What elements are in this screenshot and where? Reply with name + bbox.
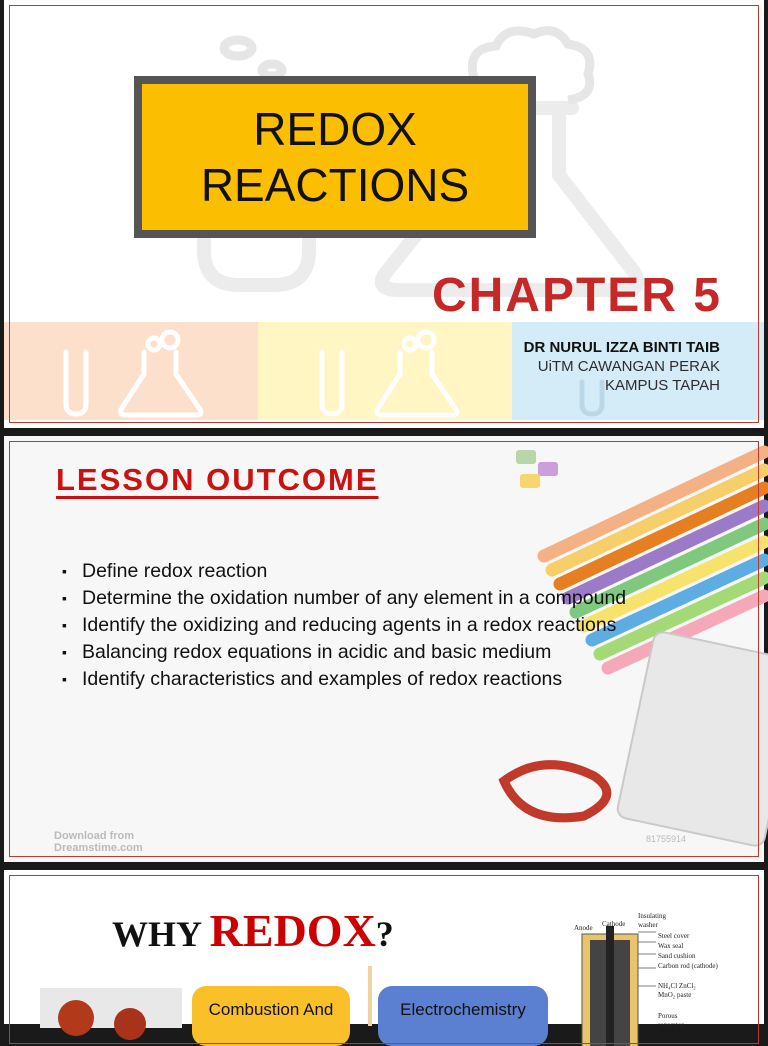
arrow-up-icon (368, 966, 372, 1026)
label-anode: Anode (574, 924, 593, 932)
electrochemistry-label: Electrochemistry (400, 1000, 526, 1019)
watermark-id: 81755914 (646, 834, 687, 844)
watermark-line-1: Download from (54, 830, 135, 842)
question-mark: ? (375, 914, 394, 954)
combustion-label: Combustion And (208, 1000, 334, 1019)
outcome-item-4: ▪ Balancing redox equations in acidic and basic medium (62, 639, 662, 666)
rock-image (40, 988, 182, 1028)
label-steel-cover: Steel cover (658, 932, 690, 940)
outcome-item-2: ▪ Determine the oxidation number of any element in a compound (62, 585, 662, 612)
watermark (54, 830, 143, 854)
outcome-item-1: ▪ Define redox reaction (62, 558, 662, 585)
lesson-outcome-slide (4, 436, 764, 862)
outcome-list (62, 558, 662, 693)
slide-title (142, 84, 528, 230)
electrochemistry-box (378, 986, 548, 1046)
title-line-2: REACTIONS (200, 159, 470, 211)
chapter-label: CHAPTER 5 (431, 269, 722, 322)
author-name: DR NURUL IZZA BINTI TAIB (523, 339, 720, 356)
lesson-heading: LESSON OUTCOME (56, 462, 379, 497)
title-slide (4, 0, 764, 428)
why-redox-heading (112, 904, 394, 957)
author-institution: UiTM CAWANGAN PERAK (537, 358, 720, 375)
label-sand-cushion: Sand cushion (658, 952, 696, 960)
label-insulating-washer: Insulating washer (638, 912, 666, 929)
outcome-item-5: ▪ Identify characteristics and examples of redox reactions (62, 666, 662, 693)
watermark-line-2: Dreamstime.com (54, 842, 143, 854)
title-box (134, 76, 536, 238)
combustion-box (192, 986, 350, 1046)
label-wax-seal: Wax seal (658, 942, 684, 950)
title-line-1: REDOX (253, 103, 417, 155)
author-campus: KAMPUS TAPAH (604, 377, 720, 394)
label-paste: NH₄Cl ZnCl₂ MnO₂ paste (658, 982, 696, 999)
author-block (524, 338, 720, 395)
label-separator: Porous separator (658, 1012, 684, 1029)
outcome-item-3: ▪ Identify the oxidizing and reducing agents in a redox reactions (62, 612, 662, 639)
label-cathode: Cathode (602, 920, 626, 928)
why-redox-slide (4, 870, 764, 1029)
why-word: WHY (112, 914, 201, 954)
redox-word: REDOX (209, 905, 376, 956)
label-carbon-rod: Carbon rod (cathode) (658, 962, 718, 970)
